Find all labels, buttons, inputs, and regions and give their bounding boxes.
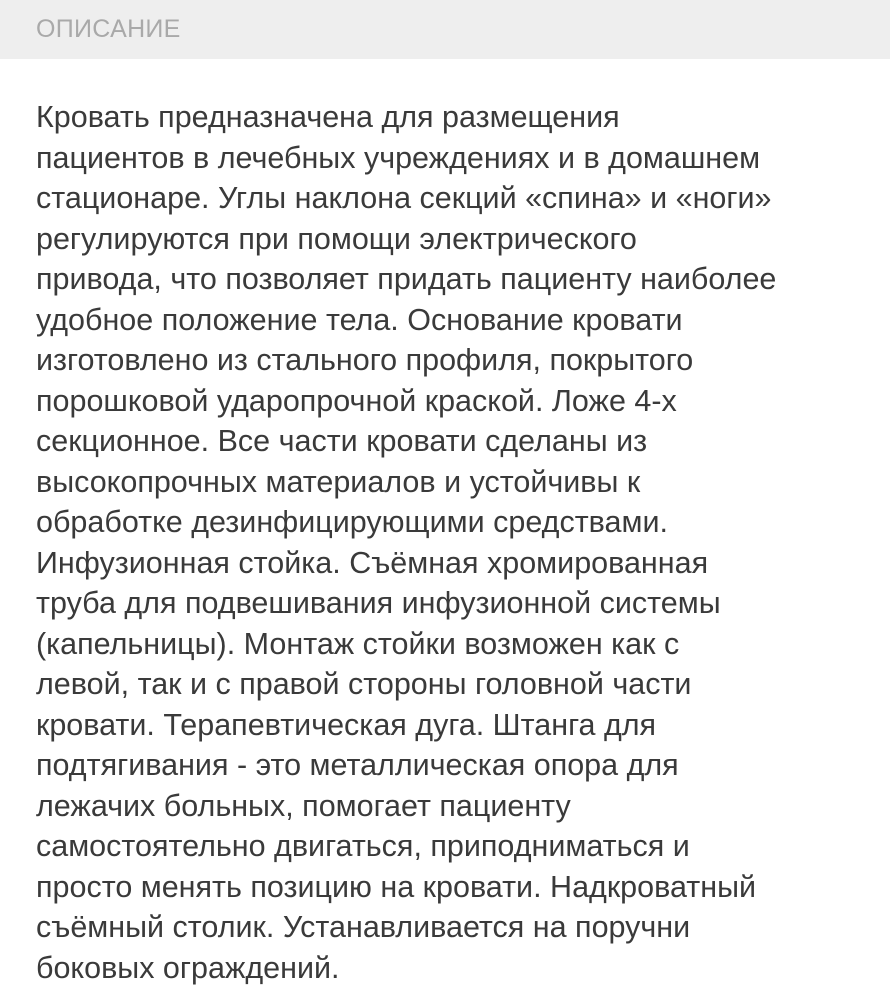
description-line: порошковой ударопрочной краской. Ложе 4-х bbox=[36, 383, 677, 418]
description-line: самостоятельно двигаться, приподниматься и bbox=[36, 829, 690, 863]
description-line: пациентов в лечебных учреждениях и в домашнем bbox=[36, 140, 761, 175]
description-line: удобное положение тела. Основание кровати bbox=[36, 302, 683, 337]
description-line: левой, так и с правой стороны головной части bbox=[36, 667, 692, 701]
description-line: кровати. Терапевтическая дуга. Штанга для bbox=[36, 707, 657, 742]
description-line: лежачих больных, помогает пациенту bbox=[36, 788, 571, 823]
description-line: подтягивания - это металлическая опора для bbox=[36, 748, 679, 782]
description-line: стационаре. Углы наклона секций «спина» и «ноги» bbox=[36, 181, 772, 215]
description-line: секционное. Все части кровати сделаны из bbox=[36, 424, 648, 458]
description-line: изготовлено из стального профиля, покрытого bbox=[36, 343, 694, 377]
description-line: просто менять позицию на кровати. Надкроватный bbox=[36, 869, 757, 904]
description-line: труба для подвешивания инфузионной системы bbox=[36, 586, 721, 620]
description-line: привода, что позволяет придать пациенту наиболее bbox=[36, 262, 777, 296]
description-line: Инфузионная стойка. Съёмная хромированная bbox=[36, 545, 709, 580]
section-header bbox=[0, 0, 890, 59]
description-line: Кровать предназначена для размещения bbox=[36, 100, 620, 134]
description-line: регулируются при помощи электрического bbox=[36, 221, 637, 256]
description-line: высокопрочных материалов и устойчивы к bbox=[36, 464, 641, 499]
description-line: съёмный столик. Устанавливается на поручни bbox=[36, 910, 691, 944]
description-line: обработке дезинфицирующими средствами. bbox=[36, 505, 668, 539]
section-title: ОПИСАНИЕ bbox=[36, 15, 181, 43]
description-text bbox=[36, 97, 866, 988]
description-line: (капельницы). Монтаж стойки возможен как с bbox=[36, 626, 680, 661]
description-line: боковых ограждений. bbox=[36, 950, 340, 985]
